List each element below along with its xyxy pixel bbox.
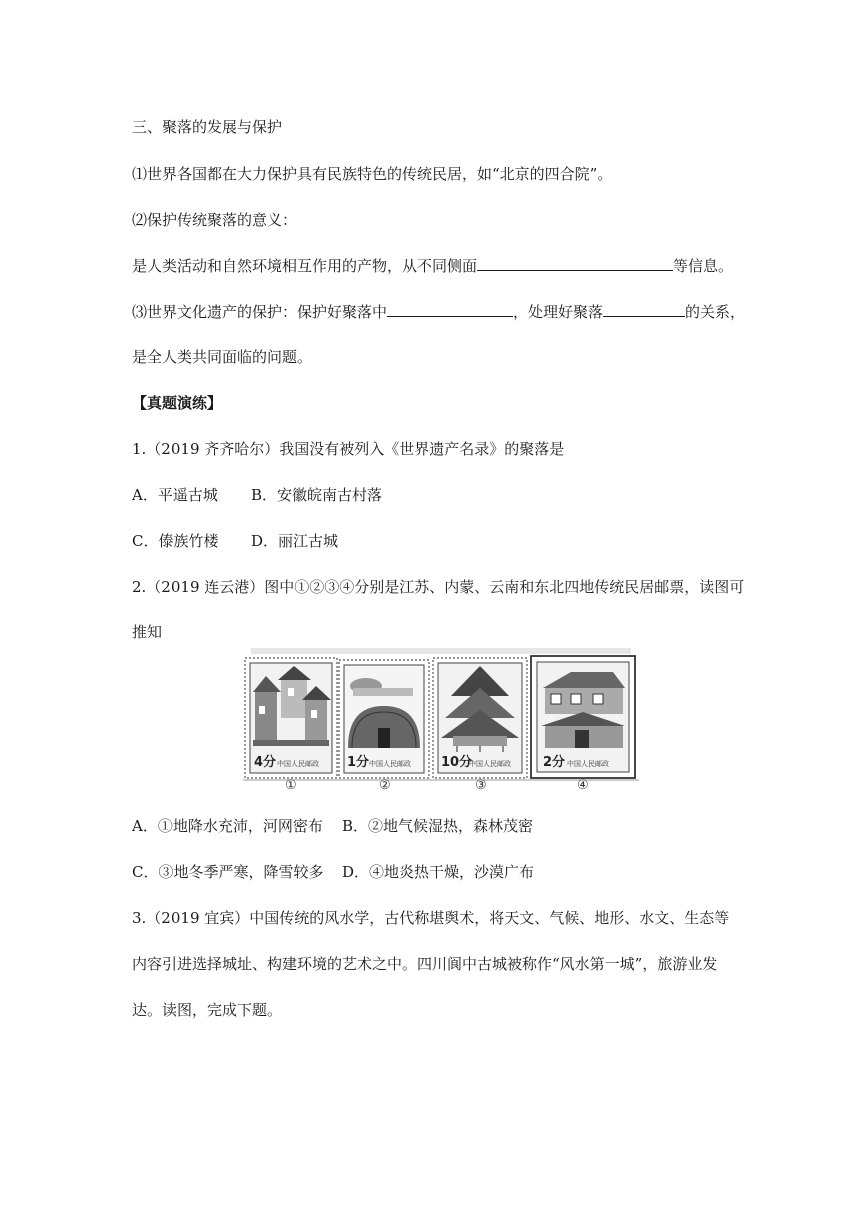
q2-stem-line-1: 2.（2019 连云港）图中①②③④分别是江苏、内蒙、云南和东北四地传统民居邮票，读图可 (132, 578, 745, 596)
q1-option-b[interactable]: B．安徽皖南古村落 (251, 486, 383, 504)
stamps-figure (241, 648, 641, 794)
q1-option-c[interactable]: C．傣族竹楼 (132, 532, 219, 550)
paragraph-2: ⑵保护传统聚落的意义： (132, 211, 298, 229)
stamp-2-label: 中国人民邮政 (369, 760, 411, 768)
stamp-3 (433, 658, 527, 778)
stamp-3-value: 10分 (441, 755, 473, 770)
paragraph-1: ⑴世界各国都在大力保护具有民族特色的传统民居，如“北京的四合院”。 (132, 165, 613, 183)
q2-option-b[interactable]: B．②地气候湿热，森林茂密 (342, 817, 534, 835)
fill-blank-2[interactable] (387, 302, 513, 317)
q1-option-a[interactable]: A．平遥古城 (132, 486, 218, 504)
paragraph-4-text: ⑶世界文化遗产的保护：保护好聚落中 (132, 303, 388, 321)
paragraph-4 (132, 302, 745, 322)
stamp-2-value: 1分 (347, 755, 370, 770)
q2-options-row-2 (132, 862, 534, 882)
practice-title: 【真题演练】 (132, 394, 223, 412)
stamp-4-value: 2分 (543, 755, 566, 770)
stamp-4-label: 中国人民邮政 (567, 760, 609, 768)
paragraph-4-suffix: 的关系， (685, 303, 746, 321)
stamp-2 (339, 660, 429, 778)
stamp-2-number: ② (379, 778, 391, 793)
fill-blank-3[interactable] (603, 302, 685, 317)
stamp-3-number: ③ (475, 778, 487, 793)
paragraph-3 (132, 256, 733, 276)
stamp-1 (245, 658, 337, 778)
stamp-1-number: ① (285, 778, 297, 793)
q3-line-3: 达。读图，完成下题。 (132, 1001, 283, 1019)
stamp-3-label: 中国人民邮政 (469, 760, 511, 768)
paragraph-3-suffix: 等信息。 (673, 257, 734, 275)
stamp-1-value: 4分 (254, 755, 277, 770)
q1-stem: 1.（2019 齐齐哈尔）我国没有被列入《世界遗产名录》的聚落是 (132, 440, 565, 458)
q2-option-d[interactable]: D．④地炎热干燥，沙漠广布 (342, 863, 535, 881)
q3-line-1: 3.（2019 宜宾）中国传统的风水学，古代称堪舆术，将天文、气候、地形、水文、生态等 (132, 909, 730, 927)
q1-options-row-1 (132, 485, 382, 505)
q2-stem-line-2: 推知 (132, 623, 163, 641)
paragraph-3-text: 是人类活动和自然环境相互作用的产物，从不同侧面 (132, 257, 478, 275)
q2-option-a[interactable]: A．①地降水充沛，河网密布 (132, 817, 323, 835)
q1-options-row-2 (132, 531, 338, 551)
section-heading: 三、聚落的发展与保护 (132, 118, 283, 136)
stamp-4 (531, 656, 635, 778)
fill-blank-1[interactable] (477, 256, 673, 271)
paragraph-5: 是全人类共同面临的问题。 (132, 348, 313, 366)
q1-option-d[interactable]: D．丽江古城 (251, 532, 339, 550)
q2-option-c[interactable]: C．③地冬季严寒，降雪较多 (132, 863, 324, 881)
paragraph-4-middle: ，处理好聚落 (513, 303, 604, 321)
stamps-illustration (241, 648, 641, 794)
stamp-4-number: ④ (577, 778, 589, 793)
stamp-1-label: 中国人民邮政 (277, 760, 319, 768)
q3-line-2: 内容引进选择城址、构建环境的艺术之中。四川阆中古城被称作“风水第一城”，旅游业发 (132, 955, 718, 973)
q2-options-row-1 (132, 816, 533, 836)
